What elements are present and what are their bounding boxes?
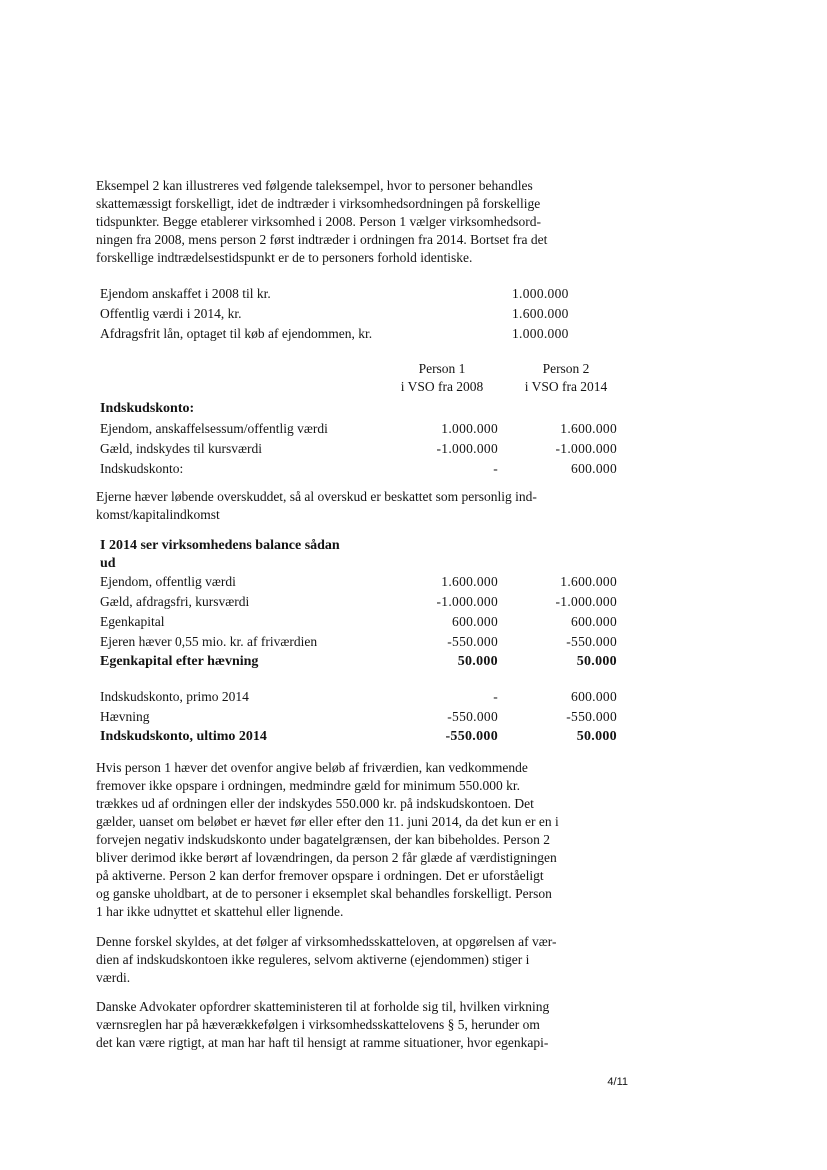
person2-value: -550.000 <box>566 709 617 724</box>
text-line: skattemæssigt forskelligt, idet de indtræder i virksomhedsordningen på forskellige <box>96 196 541 211</box>
table-heading <box>100 537 620 573</box>
person1-value: - <box>493 461 498 476</box>
row-label: Ejendom, offentlig værdi <box>100 574 236 589</box>
text-line: forskellige indtrædelsestidspunkt er de to personers forhold identiske. <box>96 250 473 265</box>
person2-value: -1.000.000 <box>555 594 617 609</box>
text-line: bliver derimod ikke berørt af lovændringen, da person 2 får glæde af værdistigningen <box>96 850 557 865</box>
table-row <box>100 460 620 480</box>
text-line: dien af indskudskontoen ikke reguleres, selvom aktiverne (ejendommen) stiger i <box>96 952 530 967</box>
person1-value: 600.000 <box>452 614 498 629</box>
table-total-row <box>100 653 620 673</box>
person2-value: -1.000.000 <box>555 441 617 456</box>
facts-value: 1.000.000 <box>512 326 569 341</box>
table-row <box>100 688 620 708</box>
row-label: Ejeren hæver 0,55 mio. kr. af friværdien <box>100 634 318 649</box>
text-line: og ganske uholdbart, at de to personer i eksemplet skal behandles forskelligt. Person <box>96 886 552 901</box>
person2-heading <box>511 360 621 396</box>
text-line: Hvis person 1 hæver det ovenfor angive beløb af friværdien, kan vedkommende <box>96 760 528 775</box>
table-heading: Indskudskonto: <box>100 401 195 416</box>
opfordring-paragraph <box>96 998 586 1052</box>
konto-table <box>100 688 620 748</box>
text-line: Ejerne hæver løbende overskuddet, så al overskud er beskattet som personlig ind- <box>96 489 537 504</box>
facts-row <box>100 285 600 305</box>
person1-value: -550.000 <box>447 634 498 649</box>
text-line: værnsreglen har på hæverækkefølgen i virksomhedsskattelovens § 5, herunder om <box>96 1017 540 1032</box>
person1-value: -550.000 <box>447 709 498 724</box>
facts-label: Ejendom anskaffet i 2008 til kr. <box>100 286 271 301</box>
facts-row <box>100 305 600 325</box>
person1-value: -1.000.000 <box>436 594 498 609</box>
facts-row <box>100 325 600 345</box>
row-label: Indskudskonto: <box>100 461 184 476</box>
row-label: Indskudskonto, primo 2014 <box>100 689 249 704</box>
person1-value: -1.000.000 <box>436 441 498 456</box>
table-row <box>100 573 620 593</box>
row-label: Ejendom, anskaffelsessum/offentlig værdi <box>100 421 328 436</box>
overskud-paragraph <box>96 488 586 524</box>
row-label: Gæld, indskydes til kursværdi <box>100 441 263 456</box>
heading-line: ud <box>100 556 116 571</box>
row-label: Hævning <box>100 709 150 724</box>
facts-label: Offentlig værdi i 2014, kr. <box>100 306 242 321</box>
person1-sub: i VSO fra 2008 <box>400 379 484 394</box>
row-label: Indskudskonto, ultimo 2014 <box>100 729 267 744</box>
person2-value: 1.600.000 <box>560 421 617 436</box>
person-comparison-paragraph <box>96 759 586 921</box>
text-line: på aktiverne. Person 2 kan derfor fremover opspare i ordningen. Det er uforståeligt <box>96 868 544 883</box>
text-line: komst/kapitalindkomst <box>96 507 220 522</box>
person1-value: -550.000 <box>445 729 498 744</box>
text-line: ningen fra 2008, mens person 2 først indtræder i ordningen fra 2014. Bortset fra det <box>96 232 548 247</box>
table-row <box>100 708 620 728</box>
page-number: 4/11 <box>607 1076 628 1088</box>
text-line: Danske Advokater opfordrer skatteministeren til at forholde sig til, hvilken virkning <box>96 999 550 1014</box>
person2-sub: i VSO fra 2014 <box>524 379 608 394</box>
intro-paragraph <box>96 177 586 267</box>
indskudskonto-table <box>100 400 620 480</box>
table-total-row <box>100 728 620 748</box>
person2-value: 600.000 <box>571 461 617 476</box>
facts-value: 1.000.000 <box>512 286 569 301</box>
person2-value: 600.000 <box>571 689 617 704</box>
person1-value: - <box>493 689 498 704</box>
person2-value: 600.000 <box>571 614 617 629</box>
table-row <box>100 440 620 460</box>
table-row <box>100 420 620 440</box>
text-line: 1 har ikke udnyttet et skattehul eller lignende. <box>96 904 344 919</box>
text-line: værdi. <box>96 970 131 985</box>
facts-value: 1.600.000 <box>512 306 569 321</box>
text-line: trækkes ud af ordningen eller der indskydes 550.000 kr. på indskudskontoen. Det <box>96 796 534 811</box>
heading-line: I 2014 ser virksomhedens balance sådan <box>100 538 340 553</box>
person2-value: 50.000 <box>576 729 617 744</box>
person2-value: 1.600.000 <box>560 574 617 589</box>
text-line: Eksempel 2 kan illustreres ved følgende taleksempel, hvor to personer behandles <box>96 178 533 193</box>
row-label: Egenkapital efter hævning <box>100 654 259 669</box>
forskel-paragraph <box>96 933 586 987</box>
person2-value: -550.000 <box>566 634 617 649</box>
row-label: Egenkapital <box>100 614 165 629</box>
person1-name: Person 1 <box>418 361 466 376</box>
person2-name: Person 2 <box>542 361 590 376</box>
balance-table <box>100 537 620 673</box>
person1-value: 1.600.000 <box>441 574 498 589</box>
person2-value: 50.000 <box>576 654 617 669</box>
person1-value: 1.000.000 <box>441 421 498 436</box>
table-row <box>100 593 620 613</box>
text-line: tidspunkter. Begge etablerer virksomhed i 2008. Person 1 vælger virksomhedsord- <box>96 214 542 229</box>
text-line: Denne forskel skyldes, at det følger af virksomhedsskatteloven, at opgørelsen af vær- <box>96 934 557 949</box>
row-label: Gæld, afdragsfri, kursværdi <box>100 594 250 609</box>
table-row <box>100 613 620 633</box>
text-line: fremover ikke opspare i ordningen, medmindre gæld for minimum 550.000 kr. <box>96 778 521 793</box>
text-line: forvejen negativ indskudskonto under bagatelgrænsen, der kan bibeholdes. Person 2 <box>96 832 551 847</box>
person1-value: 50.000 <box>457 654 498 669</box>
facts-label: Afdragsfrit lån, optaget til køb af ejendommen, kr. <box>100 326 373 341</box>
facts-table <box>100 285 600 345</box>
text-line: det kan være rigtigt, at man har haft til hensigt at ramme situationer, hvor egenkapi- <box>96 1035 549 1050</box>
table-row <box>100 633 620 653</box>
text-line: gælder, uanset om beløbet er hævet før eller efter den 11. juni 2014, da det kun er en i <box>96 814 559 829</box>
person1-heading <box>387 360 497 396</box>
